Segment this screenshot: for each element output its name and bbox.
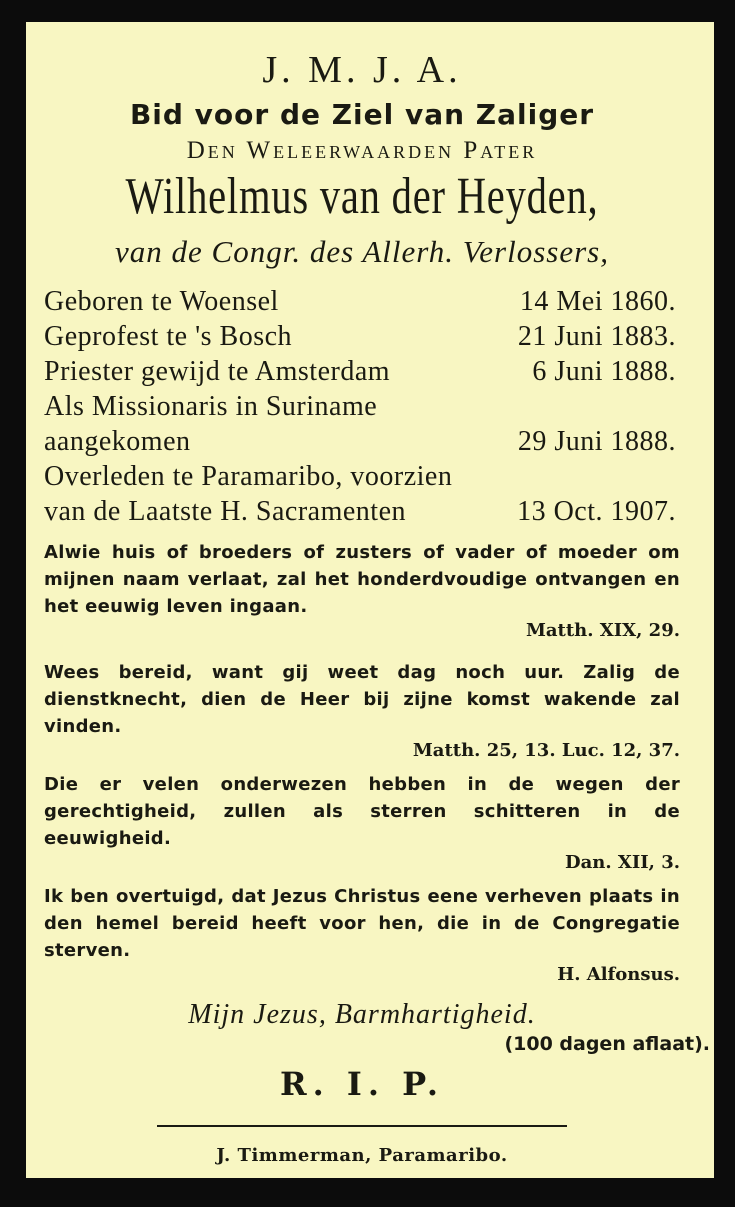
event-text: Overleden te Paramaribo, voorzien van de Laatste H. Sacramenten [44, 461, 453, 527]
event-text: Geboren te Woensel [44, 286, 279, 317]
monogram: J. M. J. A. [262, 49, 462, 91]
quote-text: Die er velen onderwezen hebben in de wegen der gerechtigheid, zullen als sterren schitteren in de eeuwigheid. [44, 774, 680, 849]
title-line: Den Weleerwaarden Pater [186, 137, 538, 164]
quote-reference: Matth. XIX, 29. [525, 620, 680, 641]
event-text: Priester gewijd te Amsterdam [44, 356, 391, 387]
printer-imprint: J. Timmerman, Paramaribo. [216, 1145, 508, 1166]
event-row [44, 319, 680, 354]
quote-reference: Dan. XII, 3. [564, 852, 680, 873]
quote-text: Wees bereid, want gij weet dag noch uur. Zalig de dienstknecht, dien de Heer bij zijne komst wakende zal vinden. [44, 662, 680, 737]
event-text: Als Missionaris in Suriname aangekomen [44, 391, 378, 457]
quote-block [44, 659, 680, 761]
life-events [44, 284, 680, 529]
event-text: Geprofest te 's Bosch [44, 321, 293, 352]
quote-block [44, 883, 680, 985]
quote-reference: H. Alfonsus. [557, 964, 680, 985]
divider-rule [157, 1125, 567, 1127]
event-date: 6 Juni 1888. [532, 356, 676, 387]
quote-text: Ik ben overtuigd, dat Jezus Christus eene verheven plaats in den hemel bereid heeft voor hen, die in de Congregatie sterven. [44, 886, 680, 961]
congregation: van de Congr. des Allerh. Verlossers, [115, 234, 609, 269]
quote-block [44, 771, 680, 873]
event-date: 14 Mei 1860. [519, 286, 676, 317]
quote-reference: Matth. 25, 13. Luc. 12, 37. [412, 740, 680, 761]
deceased-name: Wilhelmus van der Heyden, [125, 168, 599, 225]
ejaculation-prayer: Mijn Jezus, Barmhartigheid. [188, 999, 536, 1030]
quote-block [44, 539, 680, 641]
event-date: 13 Oct. 1907. [517, 496, 676, 527]
card-heading: Bid voor de Ziel van Zaliger [129, 98, 595, 131]
event-row [44, 284, 680, 319]
rip-text: R. I. P. [279, 1065, 445, 1103]
event-row [44, 389, 680, 459]
event-row [44, 354, 680, 389]
indulgence-note: (100 dagen aflaat). [504, 1033, 710, 1055]
event-row [44, 459, 680, 529]
prayer-card [26, 22, 714, 1178]
quote-text: Alwie huis of broeders of zusters of vader of moeder om mijnen naam verlaat, zal het honderdvoudige ontvangen en het eeuwig leven ingaan. [44, 542, 680, 617]
event-date: 29 Juni 1888. [517, 426, 676, 457]
event-date: 21 Juni 1883. [517, 321, 676, 352]
